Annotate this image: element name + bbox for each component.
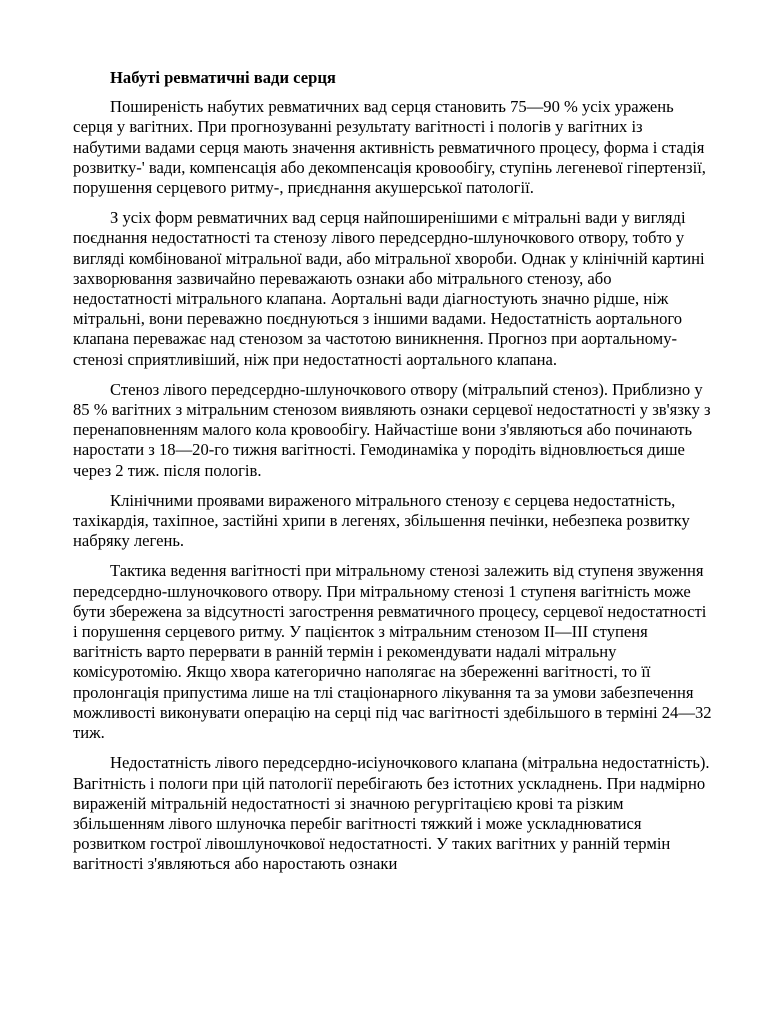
document-page	[73, 68, 713, 885]
paragraph-mitral-stenosis: Стеноз лівого передсердно-шлуночкового отвору (мітральпий стеноз). Приблизно у 85 % вагітних з мітральним стенозом виявляють ознаки серцевої недостатності у зв'язку з перенаповненням малого кола кровообігу. Найчастіше вони з'являються або починають наростати з 18—20-го тижня вагітності. Гемодинаміка у породіть відновлюється дише через 2 тиж. після пологів.	[73, 379, 711, 480]
paragraph-prevalence: Поширеність набутих ревматичних вад серця становить 75—90 % усіх уражень серця у вагітних. При прогнозуванні результату вагітності і пологів у вагітних із набутими вадами серця мають значення активність ревматичного процесу, форма і стадія розвитку-' вади, компенсація або декомпенсація кровообігу, ступінь легеневої гіпертензії, порушення серцевого ритму-, приєднання акушерської патології.	[73, 97, 706, 198]
document-heading: Набуті ревматичні вади серця	[110, 68, 336, 87]
paragraph-mitral-insufficiency: Недостатність лівого передсердно-исіуночкового клапана (мітральна недостатність). Вагітність і пологи при цій патології перебігають без істотних ускладнень. При надмірно вираженій мітральній недостатності зі значною регургітацією крові та різким збільшенням лівого шлуночка перебіг вагітності тяжкий і може ускладнюватися розвитком гострої лівошлуночкової недостатності. У таких вагітних у ранній термін вагітності з'являються або наростають ознаки	[73, 753, 710, 874]
paragraph-pregnancy-management: Тактика ведення вагітності при мітральному стенозі залежить від ступеня звуження передсердно-шлуночкового отвору. При мітральному стенозі 1 ступеня вагітність може бути збережена за відсутності загострення ревматичного процесу, серцевої недостатності і порушення серцевого ритму. У пацієнток з мітральним стенозом II—III ступеня вагітність варто перервати в ранній термін і рекомендувати надалі мітральну комісуротомію. Якщо хвора категорично наполягає на збереженні вагітності, то її пролонгація припустима лише на тлі стаціонарного лікування та за умови забезпечення можливості виконувати операцію на серці під час вагітності здебільшого в терміні 24—32 тиж.	[73, 561, 712, 743]
paragraph-clinical-signs: Клінічними проявами вираженого мітрального стенозу є серцева недостатність, тахікардія, тахіпное, застійні хрипи в легенях, збільшення печінки, небезпека розвитку набряку легень.	[73, 490, 690, 551]
paragraph-mitral-forms: З усіх форм ревматичних вад серця найпоширенішими є мітральні вади у вигляді поєднання недостатності та стенозу лівого передсердно-шлуночкового отвору, тобто у вигляді комбінованої мітральної вади, або мітральної хвороби. Однак у клінічній картині захворювання зазвичайно переважають ознаки або мітрального стенозу, або недостатності мітрального клапана. Аортальні вади діагностують значно рідше, ніж мітральні, вони переважно поєднуються з іншими вадами. Недостатність аортального клапана переважає над стенозом за частотою виникнення. Прогноз при аортальному- стенозі сприятливіший, ніж при недостатності аортального клапана.	[73, 208, 705, 369]
